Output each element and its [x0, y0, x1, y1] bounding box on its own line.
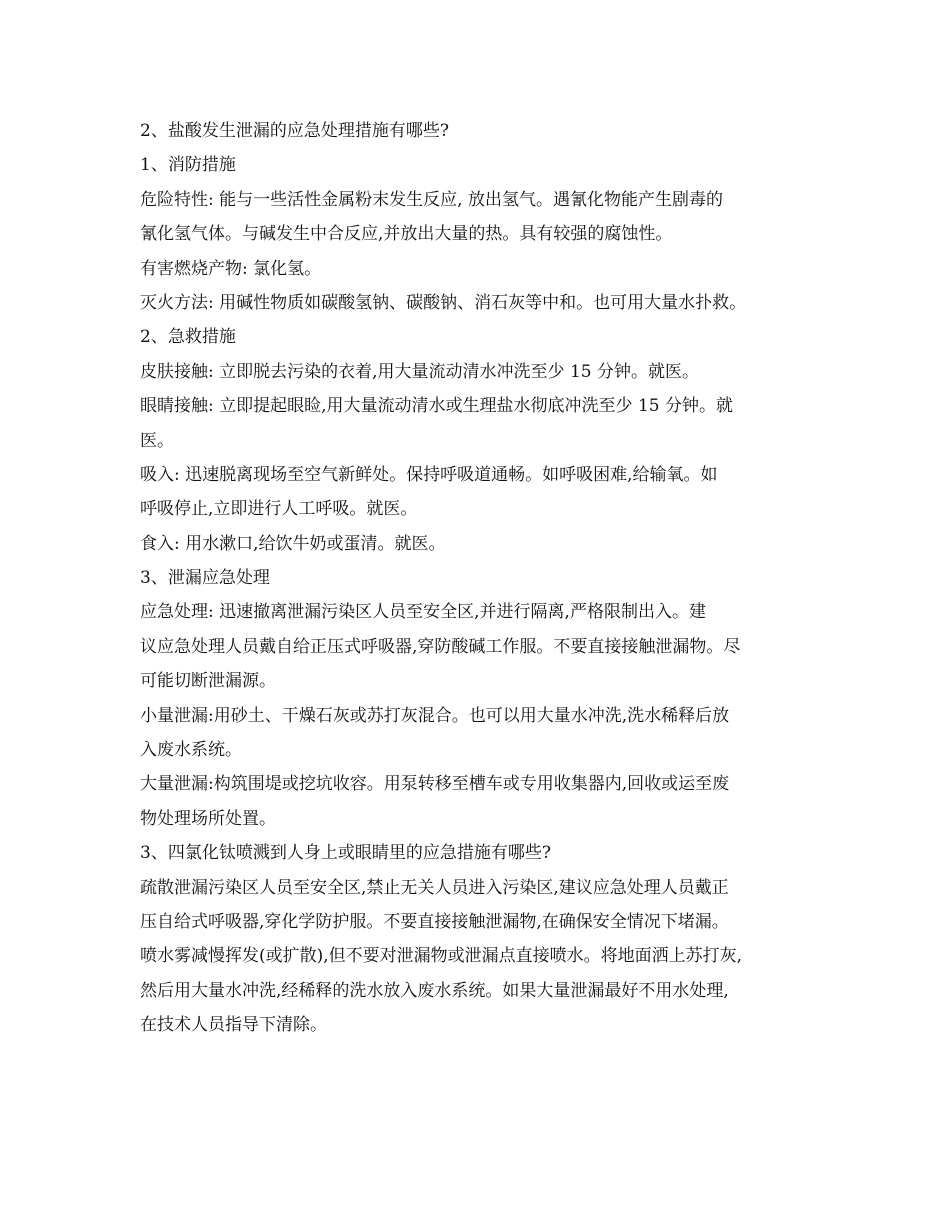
text-line: 呼吸停止,立即进行人工呼吸。就医。	[140, 499, 418, 520]
text-line: 在技术人员指导下清除。	[140, 1015, 327, 1036]
text-line: 可能切断泄漏源。	[140, 671, 276, 692]
text-line: 有害燃烧产物: 氯化氢。	[140, 258, 322, 279]
text-line: 氰化氢气体。与碱发生中合反应,并放出大量的热。具有较强的腐蚀性。	[140, 224, 673, 245]
text-line: 压自给式呼吸器,穿化学防护服。不要直接接触泄漏物,在确保安全情况下堵漏。	[140, 911, 729, 932]
text-line: 危险特性: 能与一些活性金属粉末发生反应, 放出氢气。遇氰化物能产生剧毒的	[140, 189, 723, 210]
text-line: 医。	[140, 430, 174, 451]
text-line: 吸入: 迅速脱离现场至空气新鲜处。保持呼吸道通畅。如呼吸困难,给输氧。如	[140, 464, 718, 485]
text-line: 食入: 用水漱口,给饮牛奶或蛋清。就医。	[140, 533, 446, 554]
text-line: 灭火方法: 用碱性物质如碳酸氢钠、碳酸钠、消石灰等中和。也可用大量水扑救。	[140, 292, 747, 313]
text-line: 应急处理: 迅速撤离泄漏污染区人员至安全区,并进行隔离,严格限制出入。建	[140, 602, 706, 623]
text-line: 皮肤接触: 立即脱去污染的衣着,用大量流动清水冲洗至少 15 分钟。就医。	[140, 361, 699, 382]
subheading-leak-response: 3、泄漏应急处理	[140, 568, 270, 589]
document-body	[140, 114, 820, 1043]
text-line: 大量泄漏:构筑围堤或挖坑收容。用泵转移至槽车或专用收集器内,回收或运至废	[140, 774, 730, 795]
subheading-fire-measures: 1、消防措施	[140, 155, 236, 176]
text-line: 眼睛接触: 立即提起眼睑,用大量流动清水或生理盐水彻底冲洗至少 15 分钟。就	[140, 396, 733, 417]
text-line: 喷水雾减慢挥发(或扩散),但不要对泄漏物或泄漏点直接喷水。将地面洒上苏打灰,	[140, 946, 743, 967]
text-line: 然后用大量水冲洗,经稀释的洗水放入废水系统。如果大量泄漏最好不用水处理,	[140, 980, 729, 1001]
text-line: 疏散泄漏污染区人员至安全区,禁止无关人员进入污染区,建议应急处理人员戴正	[140, 877, 729, 898]
text-line: 物处理场所处置。	[140, 808, 276, 829]
text-line: 入废水系统。	[140, 740, 242, 761]
text-line: 小量泄漏:用砂土、干燥石灰或苏打灰混合。也可以用大量水冲洗,洗水稀释后放	[140, 705, 730, 726]
text-line: 议应急处理人员戴自给正压式呼吸器,穿防酸碱工作服。不要直接接触泄漏物。尽	[140, 636, 741, 657]
subheading-first-aid: 2、急救措施	[140, 327, 236, 348]
heading-question-3: 3、四氯化钛喷溅到人身上或眼睛里的应急措施有哪些?	[140, 843, 551, 864]
heading-question-2: 2、盐酸发生泄漏的应急处理措施有哪些?	[140, 121, 449, 141]
